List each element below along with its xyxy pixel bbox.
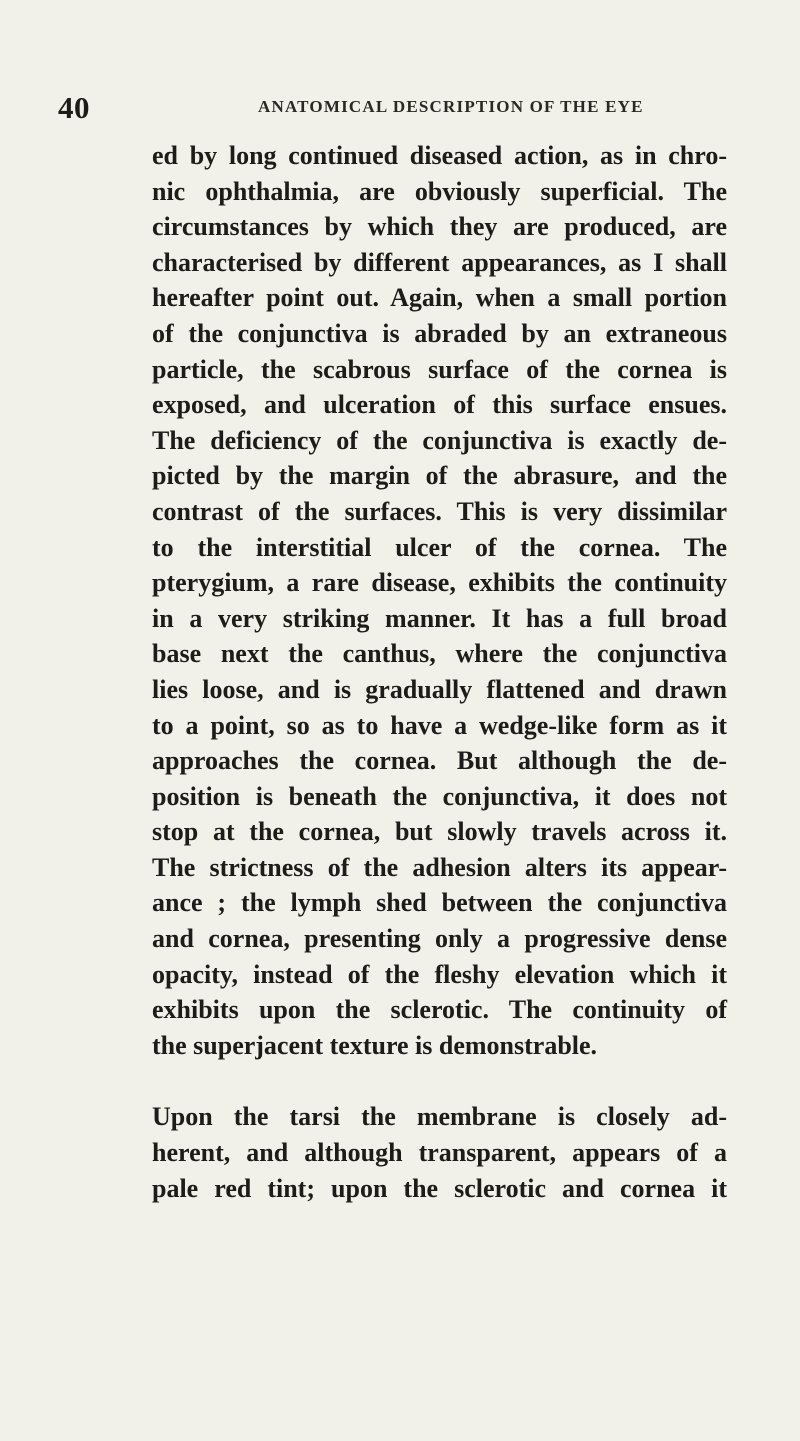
text-line: particle, the scabrous surface of the cornea is (152, 354, 727, 384)
text-line: ed by long continued diseased action, as in chro- (152, 141, 727, 170)
paragraph-gap (152, 1063, 727, 1099)
text-line: contrast of the surfaces. This is very dissimilar (152, 496, 727, 526)
text-line: characterised by different appearances, as I shall (152, 247, 727, 277)
text-line: in a very striking manner. It has a full broad (152, 603, 727, 633)
text-line: of the conjunctiva is abraded by an extraneous (152, 318, 727, 348)
running-title: ANATOMICAL DESCRIPTION OF THE EYE (258, 97, 644, 116)
text-line: Upon the tarsi the membrane is closely ad- (152, 1102, 727, 1132)
text-line: exposed, and ulceration of this surface ensues. (152, 390, 727, 420)
text-line: base next the canthus, where the conjunctiva (152, 639, 727, 669)
text-line: the superjacent texture is demonstrable. (152, 1030, 598, 1060)
text-line: herent, and although transparent, appears of a (152, 1138, 727, 1168)
text-line: pale red tint; upon the sclerotic and cornea it (152, 1173, 727, 1203)
text-line: position is beneath the conjunctiva, it does not (152, 781, 727, 811)
paragraph-2 (152, 1099, 727, 1206)
text-line: and cornea, presenting only a progressive dense (152, 924, 727, 954)
text-line: picted by the margin of the abrasure, and the (152, 461, 727, 491)
text-line: nic ophthalmia, are obviously superficial. The (152, 176, 727, 206)
text-line: approaches the cornea. But although the de- (152, 746, 727, 776)
text-line: opacity, instead of the fleshy elevation which it (152, 959, 727, 989)
text-line: to a point, so as to have a wedge-like form as it (152, 710, 727, 740)
text-line: pterygium, a rare disease, exhibits the continuity (152, 568, 727, 598)
text-line: The deficiency of the conjunctiva is exactly de- (152, 425, 727, 455)
text-line: ance ; the lymph shed between the conjunctiva (152, 888, 727, 918)
text-line: exhibits upon the sclerotic. The continuity of (152, 995, 727, 1025)
text-line: stop at the cornea, but slowly travels across it. (152, 817, 727, 847)
text-line: hereafter point out. Again, when a small portion (152, 283, 727, 313)
text-line: circumstances by which they are produced, are (152, 212, 727, 242)
running-head (0, 90, 800, 130)
text-line: The strictness of the adhesion alters its appear- (152, 852, 727, 882)
text-line: lies loose, and is gradually flattened and drawn (152, 674, 727, 704)
body-text (152, 138, 727, 1206)
page-number: 40 (58, 90, 90, 125)
paragraph-1 (152, 138, 727, 1063)
text-line: to the interstitial ulcer of the cornea. The (152, 532, 727, 562)
